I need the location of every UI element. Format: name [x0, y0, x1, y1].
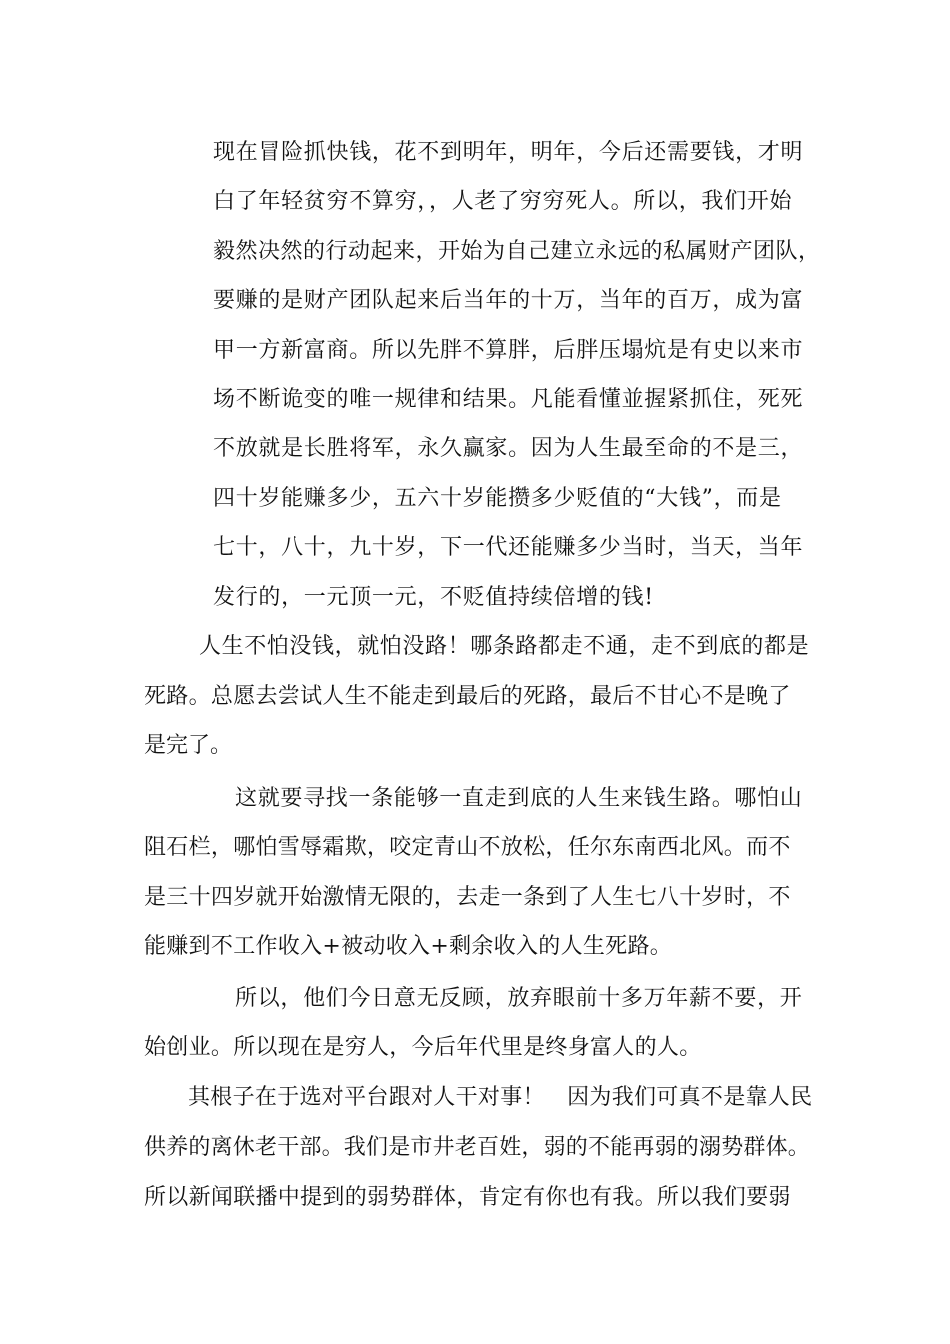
text-line: 毅然决然的行动起来，开始为自己建立永远的私属财产团队， — [213, 239, 821, 264]
text-line: 四十岁能赚多少，五六十岁能攒多少贬值的“大钱”，而是 — [213, 486, 782, 511]
text-line: 场不断诡变的唯一规律和结果。凡能看懂並握紧抓住，死死 — [213, 387, 804, 412]
text-line: 七十，八十，九十岁，下一代还能赚多少当时，当天，当年 — [213, 535, 804, 560]
text-line: 人生不怕没钱，就怕没路！哪条路都走不通，走不到底的都是 — [199, 634, 810, 659]
text-line: 供养的离休老干部。我们是市井老百姓，弱的不能再弱的溺势群体。 — [144, 1135, 811, 1160]
text-line: 是完了。 — [144, 733, 233, 758]
text-line: 所以新闻联播中提到的弱势群体，肯定有你也有我。所以我们要弱 — [144, 1185, 791, 1210]
text-line: 死路。总愿去尝试人生不能走到最后的死路，最后不甘心不是晚了 — [144, 684, 791, 709]
text-line: 现在冒险抓快钱，花不到明年，明年，今后还需要钱，才明 — [213, 140, 804, 165]
text-line: 是三十四岁就开始激情无限的，去走一条到了人生七八十岁时，不 — [144, 885, 791, 910]
text-line: 发行的，一元顶一元，不贬值持续倍增的钱! — [213, 585, 654, 610]
text-line: 白了年轻贫穷不算穷，，人老了穷穷死人。所以，我们开始 — [213, 189, 793, 214]
text-line: 甲一方新富商。所以先胖不算胖，后胖压塌炕是有史以来市 — [213, 338, 804, 363]
text-line: 其根子在于选对平台跟对人干对事！ 因为我们可真不是靠人民 — [188, 1085, 813, 1110]
text-line: 不放就是长胜将军，永久赢家。因为人生最至命的不是三， — [213, 436, 804, 461]
text-line: 这就要寻找一条能够一直走到底的人生来钱生路。哪怕山 — [235, 786, 803, 811]
text-line: 始创业。所以现在是穷人，今后年代里是终身富人的人。 — [144, 1035, 702, 1060]
text-line: 能赚到不工作收入+被动收入+剩余收入的人生死路。 — [144, 934, 673, 959]
text-line: 所以，他们今日意无反顾，放弃眼前十多万年薪不要，开 — [235, 986, 803, 1011]
text-line: 要赚的是财产团队起来后当年的十万，当年的百万，成为富 — [213, 288, 804, 313]
text-line: 阻石栏，哪怕雪辱霜欺，咬定青山不放松，任尔东南西北风。而不 — [144, 835, 791, 860]
